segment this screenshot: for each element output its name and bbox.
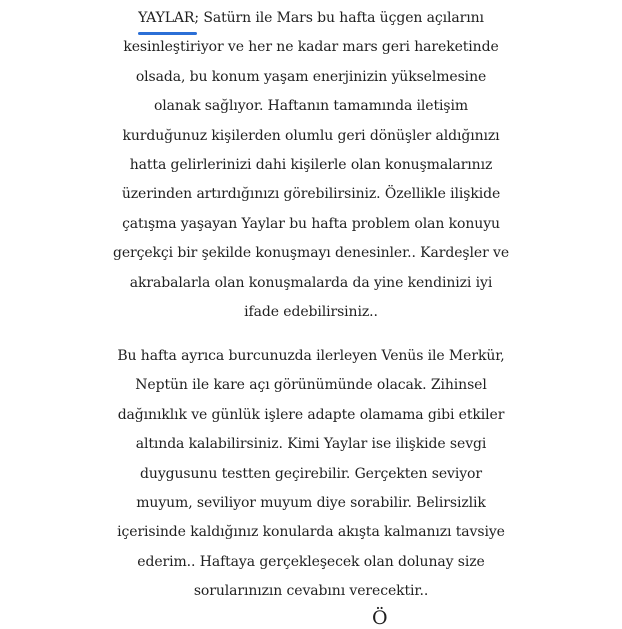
paragraph-line: gerçekçi bir şekilde konuşmayı denesinler.. Kardeşler ve	[112, 245, 510, 262]
paragraph-line	[0, 4, 622, 33]
paragraph-line: Bu hafta ayrıca burcunuzda ilerleyen Venüs ile Merkür,	[117, 348, 505, 364]
paragraph-line: duygusunu testten geçirebilir. Gerçekten seviyor	[140, 465, 482, 482]
sign-heading[interactable]	[138, 4, 199, 33]
first-line-text: Satürn ile Mars bu hafta üçgen açılarını	[198, 10, 484, 26]
paragraph-line: dağınıklık ve günlük işlere adapte olamama gibi etkiler	[117, 406, 505, 423]
paragraph-line: kesinleştiriyor ve her ne kadar mars geri hareketinde	[123, 39, 499, 56]
paragraph-venus-mercury	[0, 342, 622, 607]
heading-underline	[138, 32, 197, 35]
paragraph-line: olsada, bu konum yaşam enerjinizin yükselmesine	[135, 68, 487, 85]
paragraph-line: kurduğunuz kişilerden olumlu geri dönüşler aldığınızı	[122, 127, 500, 144]
paragraph-line: sorularınızın cevabını verecektir..	[193, 583, 429, 600]
paragraph-line: çatışma yaşayan Yaylar bu hafta problem olan konuyu	[122, 215, 500, 232]
paragraph-line: ifade edebilirsiniz..	[244, 304, 378, 321]
paragraph-line: ederim.. Haftaya gerçekleşecek olan dolunay size	[137, 553, 485, 570]
paragraph-line: üzerinden artırdığınızı görebilirsiniz. Özellikle ilişkide	[121, 186, 501, 203]
cut-off-next-line: Ö	[372, 607, 388, 629]
sign-heading-text: YAYLAR;	[138, 10, 199, 26]
paragraph-line: olanak sağlıyor. Haftanın tamamında iletişim	[153, 98, 469, 115]
paragraph-line: hatta gelirlerinizi dahi kişilerle olan konuşmalarınız	[129, 157, 493, 174]
paragraph-line: akrabalarla olan konuşmalarda da yine kendinizi iyi	[129, 274, 493, 291]
paragraph-yaylar-intro	[0, 4, 622, 327]
paragraph-line: Neptün ile kare açı görünümünde olacak. Zihinsel	[135, 377, 487, 394]
paragraph-line: altında kalabilirsiniz. Kimi Yaylar ise ilişkide sevgi	[135, 436, 487, 453]
paragraph-line: muyum, seviliyor muyum diye sorabilir. Belirsizlik	[136, 495, 486, 512]
paragraph-line: içerisinde kaldığınız konularda akışta kalmanızı tavsiye	[117, 524, 505, 541]
